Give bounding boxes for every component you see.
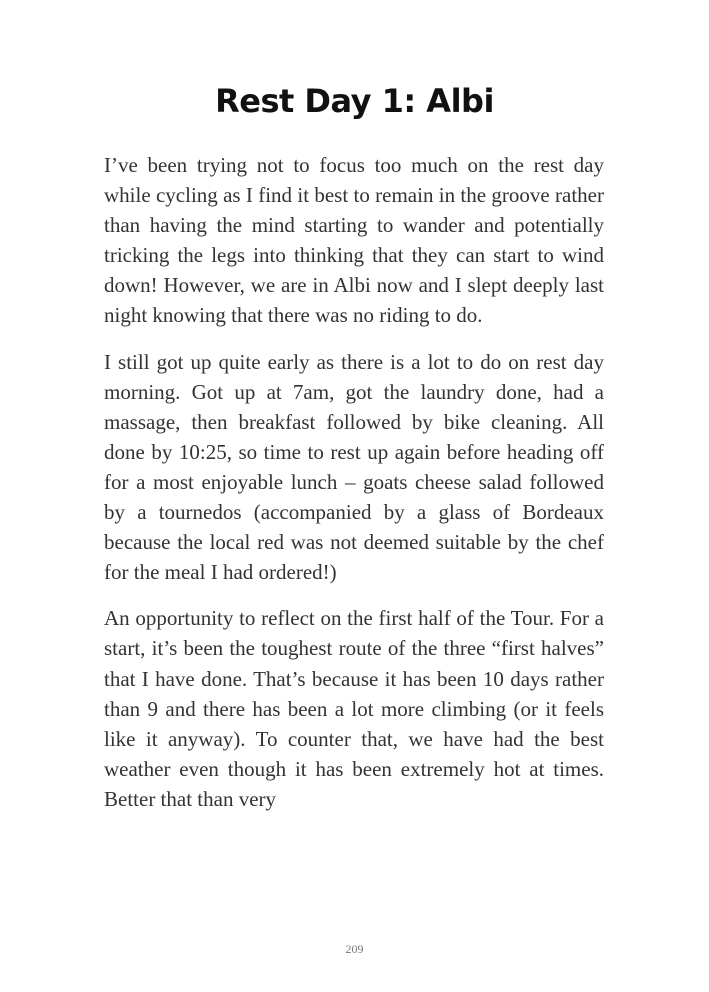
chapter-body	[104, 150, 604, 830]
paragraph-3: An opportunity to reflect on the first half of the Tour. For a start, it’s been the toughest route of the three “first halves” that I have done. That’s because it has been 10 days rather than 9 and there has been a lot more climbing (or it feels like it anyway). To counter that, we have had the best weather even though it has been extremely hot at times. Better that than very	[104, 606, 604, 811]
page-number: 209	[345, 942, 364, 956]
paragraph-2: I still got up quite early as there is a lot to do on rest day morning. Got up at 7am, got the laundry done, had a massage, then breakfast followed by bike cleaning. All done by 10:25, so time to rest up again before heading off for a most enjoyable lunch – goats cheese salad followed by a tournedos (accompanied by a glass of Bordeaux because the local red was not deemed suitable by the chef for the meal I had ordered!)	[104, 349, 604, 585]
chapter-title: Rest Day 1: Albi	[215, 82, 494, 120]
paragraph-1: I’ve been trying not to focus too much on the rest day while cycling as I find it best to remain in the groove rather than having the mind starting to wander and potentially tricking the legs into thinking that they can start to wind down! However, we are in Albi now and I slept deeply last night knowing that there was no riding to do.	[104, 153, 604, 328]
